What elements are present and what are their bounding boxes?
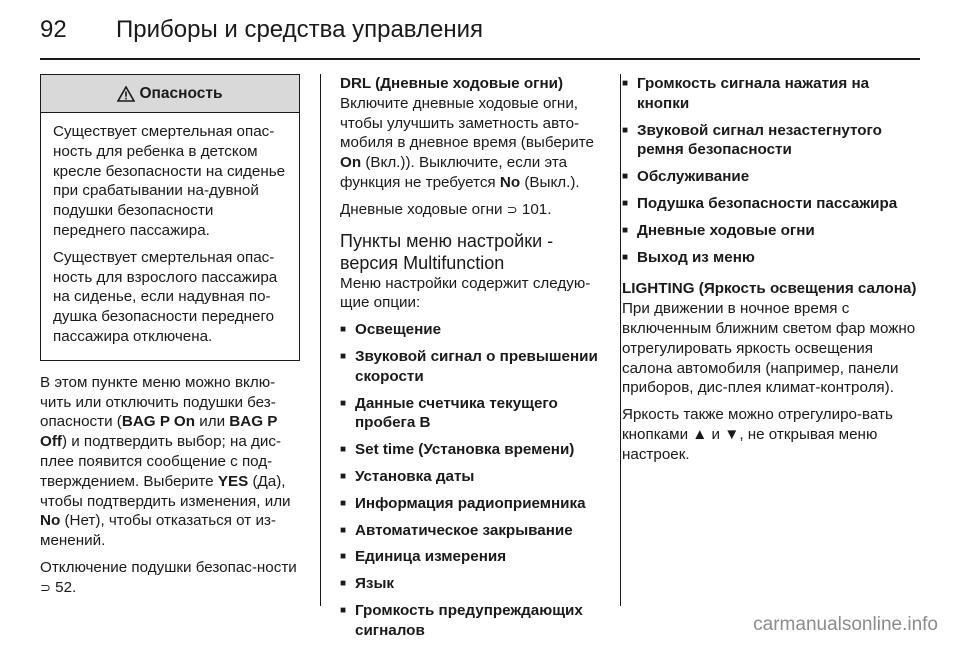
lighting-paragraph: При движении в ночное время с включенным ближним светом фар можно отрегулировать яркость освещения салона автомобиля (например, панели приборов, дис-плея климат-контроля).	[622, 300, 916, 397]
page-number: 92	[40, 16, 67, 43]
section-heading: Пункты меню настройки - версия Multifunction	[340, 230, 554, 273]
drl-reference: Дневные ходовые огни ⊃ 101.	[340, 200, 552, 218]
warning-triangle-icon	[117, 86, 135, 102]
list-item: ■ Освещение	[340, 320, 604, 340]
column-divider	[320, 74, 321, 606]
list-item: ■ Выход из меню	[622, 248, 920, 268]
list-item: ■ Звуковой сигнал о превышении скорости	[340, 347, 604, 387]
list-item: ■ Громкость сигнала нажатия на кнопки	[622, 74, 920, 114]
list-item: ■ Громкость предупреждающих сигналов	[340, 601, 604, 641]
list-item: ■ Информация радиоприемника	[340, 494, 604, 514]
drl-heading: DRL (Дневные ходовые огни)	[340, 75, 564, 92]
section-intro: Меню настройки содержит следую-щие опции:	[340, 274, 591, 312]
list-item: ■ Дневные ходовые огни	[622, 221, 920, 241]
column-3	[622, 74, 920, 472]
up-arrow-icon: ▲	[692, 425, 708, 443]
warning-box	[40, 74, 300, 361]
list-item: ■ Звуковой сигнал незастегнутого ремня безопасности	[622, 121, 920, 161]
warning-body	[41, 113, 299, 360]
warning-title: Опасность	[139, 84, 223, 102]
list-item: ■ Язык	[340, 574, 604, 594]
airbag-reference: Отключение подушки безопас-ности ⊃ 52.	[40, 558, 297, 596]
list-item: ■ Установка даты	[340, 467, 604, 487]
menu-options-list-continued	[622, 74, 920, 267]
page-title: Приборы и средства управления	[116, 16, 483, 43]
list-item: ■ Данные счетчика текущего пробега B	[340, 394, 604, 434]
list-item: ■ Set time (Установка времени)	[340, 440, 604, 460]
list-item: ■ Единица измерения	[340, 547, 604, 567]
column-divider	[620, 74, 621, 606]
down-arrow-icon: ▼	[724, 425, 740, 443]
column-2	[340, 74, 604, 648]
warning-header	[41, 75, 299, 113]
page-ref-icon: ⊃	[506, 201, 518, 217]
lighting-heading: LIGHTING (Яркость освещения салона)	[622, 280, 917, 298]
page-ref-icon: ⊃	[40, 579, 51, 595]
warning-paragraph: Существует смертельная опас-ность для взрослого пассажира на сиденье, если надувная по-душка безопасности переднего пассажира отключена.	[53, 248, 278, 345]
page-ref-link[interactable]: 52.	[55, 578, 77, 596]
list-item: ■ Подушка безопасности пассажира	[622, 194, 920, 214]
header-rule	[40, 58, 920, 60]
list-item: ■ Автоматическое закрывание	[340, 521, 604, 541]
watermark: carmanualsonline.info	[753, 614, 938, 635]
list-item: ■ Обслуживание	[622, 167, 920, 187]
warning-paragraph: Существует смертельная опас-ность для ребенка в детском кресле безопасности на сиденье при срабатывании на-дувной подушки безопасности переднего пассажира.	[53, 123, 286, 239]
airbag-paragraph: В этом пункте меню можно вклю-чить или отключить подушки без-опасности (BAG P On или BAG P Off) и подтвердить выбор; на дис-плее появится сообщение с под-тверждением. Выберите YES (Да), чтобы подтвердить изменения, или No (Нет), чтобы отказаться от из-менений.	[40, 373, 291, 550]
page-ref-link[interactable]: 101.	[521, 200, 552, 218]
menu-options-list	[340, 320, 604, 640]
lighting-buttons-paragraph: Яркость также можно отрегулиро-вать кнопками ▲ и ▼, не открывая меню настроек.	[622, 406, 893, 463]
column-1	[40, 74, 302, 605]
drl-paragraph: Включите дневные ходовые огни, чтобы улучшить заметность авто-мобиля в дневное время (выберите On (Вкл.)). Выключите, если эта функция не требуется No (Выкл.).	[340, 94, 594, 191]
